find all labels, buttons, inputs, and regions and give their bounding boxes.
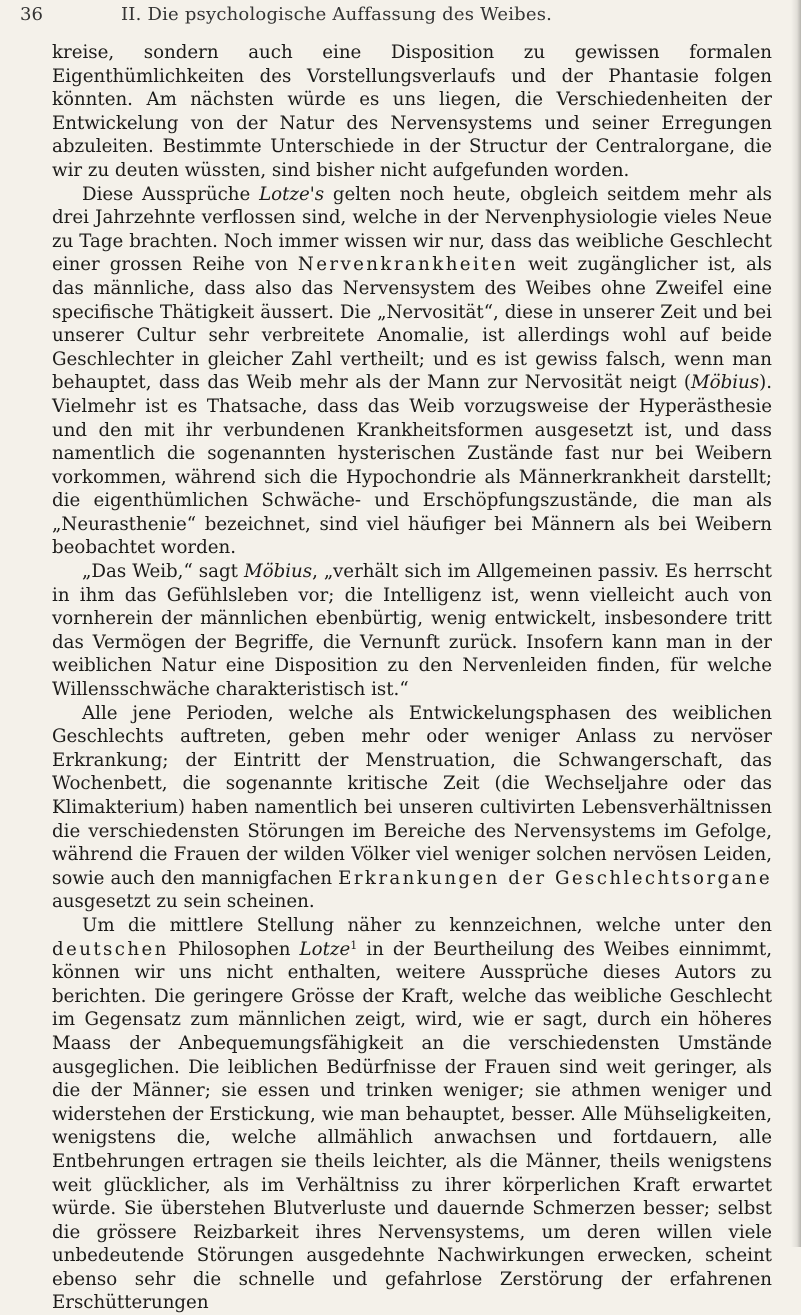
paragraph-2 [52,183,772,561]
author-name: Lotze [299,938,351,960]
text-run: kreise, sondern auch eine Disposition zu gewissen formalen Eigenthümlichkeiten des Vorstellungsverlaufs und der Phantasie folgen könnten. Am nächsten würde es uns liegen, die Verschiedenheiten der Entwickelung von der Natur des Nervensystems und seiner Erregungen abzuleiten. Bestimmte Unterschiede in der Structur der Centralorgane, die wir zu deuten wüssten, sind bisher nicht aufgefunden worden. [52,42,772,181]
text-run: Alle jene Perioden, welche als Entwickelungsphasen des weiblichen Geschlechts auftreten, geben mehr oder weniger Anlass zu nervöser Erkrankung; der Eintritt der Menstruation, die Schwangerschaft, das Wochenbett, die sogenannte kritische Zeit (die Wechseljahre oder das Klimakterium) haben namentlich bei unseren cultivirten Lebensverhältnissen die verschiedensten Störungen im Bereiche des Nervensystems im Gefolge, während die Frauen der wilden Völker viel weniger solchen nervösen Leiden, sowie auch den mannigfachen [52,702,772,889]
running-title: II. Die psychologische Auffassung des Weibes. [121,4,553,25]
text-run: in der Beurtheilung des Weibes einnimmt, können wir uns nicht enthalten, weitere Aussprüche dieses Autors zu berichten. Die geringere Grösse der Kraft, welche das weibliche Geschlecht im Gegensatz zum männlichen zeigt, wird, wie er sagt, durch ein höheres Maass der Anbequemungsfähigkeit an die verschiedensten Umstände ausgeglichen. Die leiblichen Bedürfnisse der Frauen sind weit geringer, als die der Männer; sie essen und trinken weniger; sie athmen weniger und widerstehen der Erstickung, wie man behauptet, besser. Alle Mühseligkeiten, wenigstens die, welche allmählich anwachsen und fortdauern, alle Entbehrungen ertragen sie theils leichter, als die Männer, theils wenigstens weit glücklicher, als im Verhältniss zu ihrer körperlichen Kraft erwartet würde. Sie überstehen Blutverluste und dauernde Schmerzen besser; selbst die grössere Reizbarkeit ihres Nervensystems, um deren willen viele unbedeutende Störungen ausgedehnte Nachwirkungen erwecken, scheint ebenso sehr die schnelle und gefahrlose Zerstörung der erfahrenen Erschütterungen [52,938,772,1314]
paragraph-5 [52,914,772,1315]
text-run: Philosophen [168,938,300,960]
text-run: ). Vielmehr ist es Thatsache, dass das Weib vorzugsweise der Hyperästhesie und den mit ihr verbundenen Krankheitsformen ausgesetzt ist, und dass namentlich die sogenannten hysterischen Zustände fast nur bei Weibern vorkommen, während sich die Hypochondrie als Männerkrankheit darstellt; die eigenthümlichen Schwäche- und Erschöpfungszustände, die man als „Neurasthenie“ bezeichnet, sind viel häufiger bei Männern als bei Weibern beobachtet worden. [52,372,772,559]
author-name: Lotze's [259,183,325,205]
text-run: Um die mittlere Stellung näher zu kennzeichnen, welche unter den [82,914,772,936]
paragraph-1 [52,41,772,183]
text-run: ausgesetzt zu sein scheinen. [52,891,315,913]
running-header [20,4,761,34]
page-edge-shadow [791,0,801,1247]
text-run: , „verhält sich im Allgemeinen passiv. Es herrscht in ihm das Gefühlsleben vor; die Intelligenz ist, wenn vielleicht auch von vornherein der männlichen ebenbürtig, wenig entwickelt, insbesondere tritt das Vermögen der Begriffe, die Vernunft zurück. Insofern kann man in der weiblichen Natur eine Disposition zu den Nervenleiden finden, für welche Willensschwäche charakteristisch ist.“ [52,561,772,701]
paragraph-4 [52,702,772,914]
paragraph-3 [52,560,772,702]
emphasized-term: deutschen [52,938,169,960]
emphasized-term: Nervenkrankheiten [297,254,519,276]
text-run: „Das Weib,“ sagt [82,561,244,583]
footnote-marker: 1 [350,938,358,952]
page-number: 36 [20,4,43,25]
text-run: Diese Aussprüche [82,183,260,205]
author-name: Möbius [691,372,760,394]
body-text [52,41,772,1315]
text-run: gelten noch heute, obgleich seitdem mehr als drei Jahrzehnte verflossen sind, welche in der Nervenphysiologie vieles Neue zu Tage brachten. Noch immer wissen wir nur, dass das weibliche Geschlecht einer grossen Reihe von [52,183,772,276]
text-run: weit zugänglicher ist, als das männliche, dass also das Nervensystem des Weibes ohne Zweifel eine specifische Thätigkeit äussert. Die „Nervosität“, diese in unserer Zeit und bei unserer Cultur sehr verbreitete Anomalie, ist allerdings wohl auf beide Geschlechter in gleicher Zahl vertheilt; und es ist gewiss falsch, wenn man behauptet, dass das Weib mehr als der Mann zur Nervosität neigt ( [52,254,772,394]
author-name: Möbius [244,561,313,583]
emphasized-term: Erkrankungen der Geschlechtsorgane [338,867,773,889]
